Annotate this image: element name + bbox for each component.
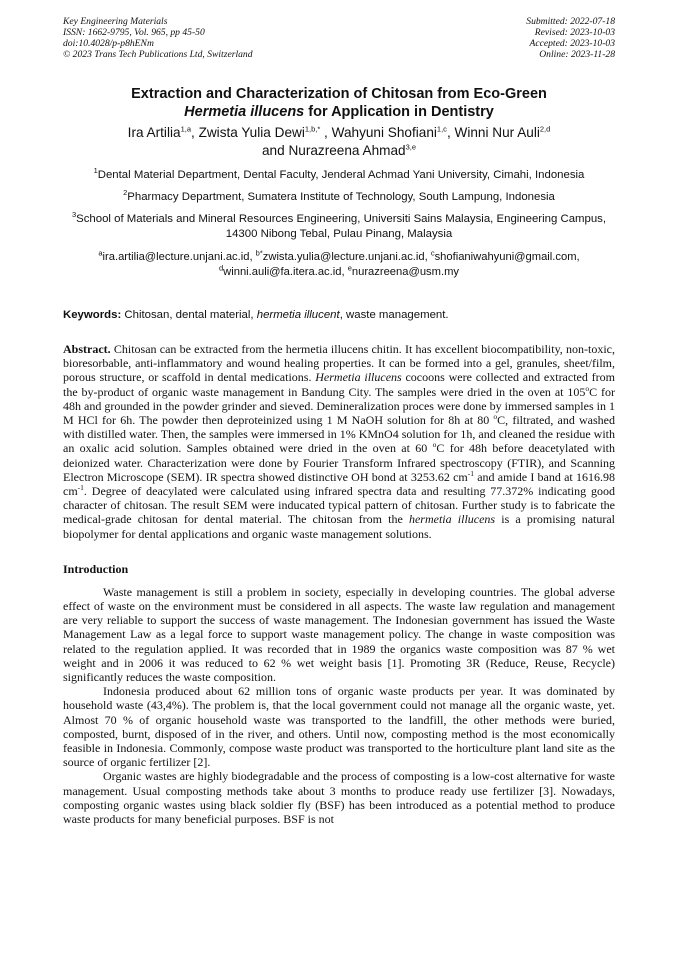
abstract-text: cocoons were collected and extracted from the by-product of organic waste management in Bandung City. The samples were dried in the oven at 105: [63, 370, 615, 399]
email-address[interactable]: nurazreena@usm.my: [351, 266, 459, 278]
affiliation-number: 3: [71, 210, 77, 220]
keywords: [63, 308, 615, 322]
email-entry[interactable]: [430, 248, 580, 263]
body-paragraph: Waste management is still a problem in society, especially in developing countries. The global adverse effect of waste on the environment must be considered in all aspects. The waste law regulation and management are very reliable to support the success of waste management. The Indonesian government has issued the Waste Management Law as a legal force to support waste management policy. The change in waste composition was related to the regulation applied. It was recorded that in 1989 the organics waste composition was 87 % wet weight and in 2006 it was reduced to 62 % wet weight basis [1]. Promoting 3R (Reduce, Reuse, Recycle) significantly reduces the waste composition.: [63, 584, 615, 685]
author-list: [63, 124, 615, 160]
author-name: Wahyuni Shofiani: [331, 125, 437, 140]
email-mark: b*: [255, 248, 263, 258]
body-paragraph: Organic wastes are highly biodegradable and the process of composting is a low-cost alternative for waste management. Usual composting methods take about 3 months to produce ready use fertilizer [3]. Nowadays, composting organic wastes using black soldier fly (BSF) has been introduced as a potential method to produce waste products for many beneficial purposes. BSF is not: [63, 769, 615, 827]
abstract-text: Chitosan can be extracted from the hermetia illucens chitin. It has excellent biocompatibility, non-toxic, bioresorbable, anti-inflammatory and wound healing properties. It can be formed into a gel, granules, sheet/film, porous structure, or scaffold in dental medications.: [63, 342, 615, 385]
email-entry[interactable]: [98, 248, 256, 263]
accepted-date: Accepted: 2023-10-03: [529, 38, 615, 49]
keywords-text-end: , waste management.: [339, 309, 449, 321]
issn-line: ISSN: 1662-9795, Vol. 965, pp 45-50: [63, 27, 205, 38]
abstract: [63, 342, 615, 541]
title-line-1: Extraction and Characterization of Chitosan from Eco-Green: [131, 86, 547, 102]
email-entry[interactable]: [347, 263, 459, 278]
abstract-text: C for 48h and grounded in the powder grinder and sieved. Demineralization proces were done by immersed samples in 1 M HCl for 6h. The powder then deproteinized using 1 M NaOH solution for 8h at 80: [63, 384, 616, 428]
author-separator: ,: [446, 125, 455, 140]
paper-title: [63, 85, 615, 121]
email-address[interactable]: zwista.yulia@lecture.unjani.ac.id,: [262, 251, 431, 263]
author-affiliation-mark: 1,b,*: [304, 124, 321, 134]
email-mark: e: [347, 263, 352, 273]
keywords-text: Chitosan, dental material,: [121, 309, 257, 321]
body-paragraph: Indonesia produced about 62 million tons of organic waste products per year. It was dominated by household waste (43,4%). The problem is, that the local government could not manage all the organic waste, yet. Almost 70 % of organic household waste was transported to the landfill, the other methods were buried, composted, burnt, disposed of in the river, and others. Until now, composting method is the most economically feasible in Indonesia. Commonly, compose waste product was transported to the horticulture plant land site as the source of organic fertilizer [2].: [63, 684, 615, 770]
revised-date: Revised: 2023-10-03: [534, 27, 615, 38]
degree-mark: o: [493, 412, 498, 422]
abstract-italic: Hermetia illucens: [315, 370, 402, 385]
copyright-line: © 2023 Trans Tech Publications Ltd, Switzerland: [63, 49, 253, 60]
abstract-label: Abstract.: [63, 342, 111, 356]
affiliation-text: Pharmacy Department, Sumatera Institute of Technology, South Lampung, Indonesia: [127, 191, 555, 203]
affiliation: [63, 212, 615, 242]
doi-line: doi:10.4028/p-p8hENm: [63, 38, 154, 49]
email-address[interactable]: shofianiwahyuni@gmail.com,: [434, 251, 580, 263]
affiliation: [63, 190, 615, 205]
keywords-label: Keywords:: [63, 309, 122, 321]
abstract-text: . Degree of deacylated were calculated using infrared spectra data and resulting 77.372% indicating good character of chitosan. The result SEM were inducated typical pattern of chitosan. Further study is to fabricate the medical-grade chitosan for dental material. The chitosan from the: [63, 484, 615, 527]
title-line-2: [63, 103, 615, 121]
email-mark: c: [430, 248, 435, 258]
author-affiliation-mark: 1,a: [180, 124, 191, 134]
author-affiliation-mark: 1,c: [436, 124, 447, 134]
email-entry[interactable]: [255, 248, 431, 263]
affiliation-number: 2: [123, 188, 128, 198]
date-info: [526, 16, 615, 60]
email-mark: d: [218, 263, 224, 273]
author-name: Ira Artilia: [127, 125, 181, 140]
author-separator: ,: [320, 125, 332, 140]
keywords-italic: hermetia illucent: [256, 309, 340, 321]
abstract-text: is a promising natural biopolymer for dental applications and organic waste management solutions.: [63, 512, 616, 541]
author-separator: ,: [191, 125, 199, 140]
abstract-text: C for 48h before deacetylated with deionized water. Characterization were done by Fourier Transform Infrared spectroscopy (FTIR), and Scanning Electron Microscope (SEM). IR spectra showed distinctive OH bond at 3253.62 cm: [63, 441, 615, 484]
author-name: Winni Nur Auli: [454, 125, 540, 140]
publication-header: [63, 16, 615, 60]
section-heading-introduction: Introduction: [63, 561, 129, 576]
email-mark: a: [98, 248, 103, 258]
degree-mark: o: [585, 383, 590, 393]
journal-info: [63, 16, 253, 60]
author-emails: [63, 250, 615, 280]
abstract-italic: hermetia illucens: [408, 512, 496, 527]
author-name: and Nurazreena Ahmad: [261, 143, 406, 158]
affiliation-number: 1: [93, 166, 98, 176]
email-address[interactable]: winni.auli@fa.itera.ac.id,: [223, 266, 348, 278]
author-affiliation-mark: 3,e: [405, 142, 417, 152]
email-entry[interactable]: [218, 263, 348, 278]
unit-exponent: -1: [467, 468, 474, 478]
author-name: Zwista Yulia Dewi: [198, 125, 305, 140]
affiliation-text: Dental Material Department, Dental Faculty, Jenderal Achmad Yani University, Cimahi, Indonesia: [97, 169, 585, 181]
online-date: Online: 2023-11-28: [539, 49, 615, 60]
abstract-text: C, filtrated, and washed with distilled water. Then, the samples were immersed in 1% KMnO4 solution for 1h, and cleaned the residue with an oxalic acid solution. Samples obtained were dried in the oven at 60: [63, 413, 615, 456]
author-affiliation-mark: 2,d: [539, 124, 551, 134]
abstract-text: and amide I band at 1616.98 cm: [63, 469, 615, 499]
affiliation-text: School of Materials and Mineral Resources Engineering, Universiti Sains Malaysia, Engineering Campus, 14300 Nibong Tebal, Pulau Pinang, Malaysia: [76, 213, 607, 240]
submitted-date: Submitted: 2022-07-18: [526, 16, 615, 27]
journal-name: Key Engineering Materials: [63, 16, 168, 27]
title-species-name: Hermetia illucens: [184, 104, 305, 120]
email-address[interactable]: ira.artilia@lecture.unjani.ac.id,: [102, 251, 256, 263]
unit-exponent: -1: [77, 483, 84, 493]
affiliation: [63, 168, 615, 183]
title-line-2-rest: for Application in Dentistry: [304, 104, 494, 120]
degree-mark: o: [432, 440, 437, 450]
